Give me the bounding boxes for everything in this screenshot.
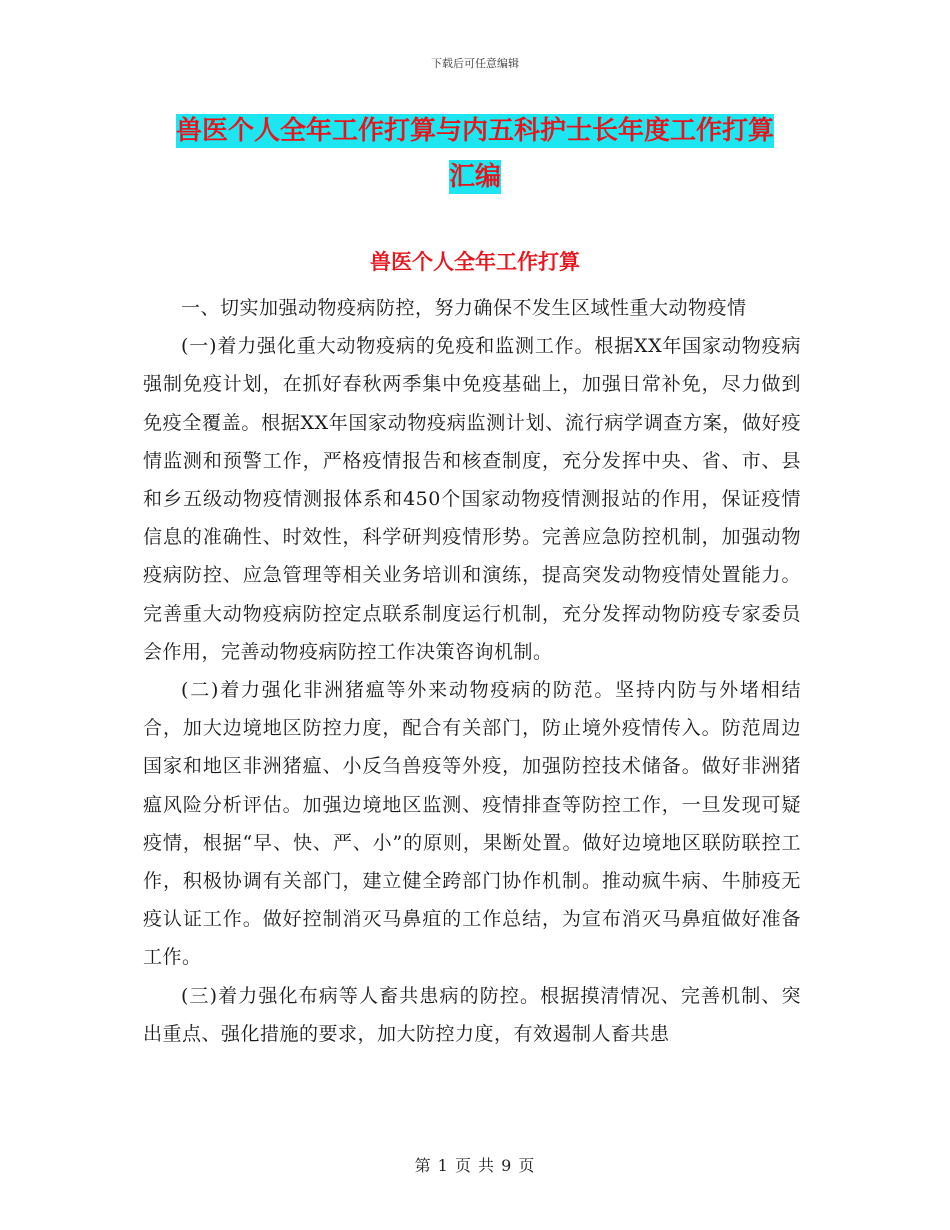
paragraph: (二)着力强化非洲猪瘟等外来动物疫病的防范。坚持内防与外堵相结合，加大边境地区防控力度，配合有关部门，防止境外疫情传入。防范周边国家和地区非洲猪瘟、小反刍兽疫等外疫，加强防控技术储备。做好非洲猪瘟风险分析评估。加强边境地区监测、疫情排查等防控工作，一旦发现可疑疫情，根据“早、快、严、小”的原则，果断处置。做好边境地区联防联控工作，积极协调有关部门，建立健全跨部门协作机制。推动疯牛病、牛肺疫无疫认证工作。做好控制消灭马鼻疽的工作总结，为宣布消灭马鼻疽做好准备工作。 bbox=[143, 679, 801, 969]
document-body bbox=[143, 289, 801, 1053]
header-note: 下载后可任意编辑 bbox=[431, 57, 519, 70]
document-title-line2: 汇编 bbox=[448, 162, 501, 192]
section-title: 兽医个人全年工作打算 bbox=[370, 250, 580, 274]
paragraph: (三)着力强化布病等人畜共患病的防控。根据摸清情况、完善机制、突出重点、强化措施的要求，加大防控力度，有效遏制人畜共患 bbox=[143, 984, 801, 1045]
document-title-line1: 兽医个人全年工作打算与内五科护士长年度工作打算 bbox=[175, 116, 774, 146]
paragraph: (一)着力强化重大动物疫病的免疫和监测工作。根据XX年国家动物疫病强制免疫计划，在抓好春秋两季集中免疫基础上，加强日常补免，尽力做到免疫全覆盖。根据XX年国家动物疫病监测计划、流行病学调查方案，做好疫情监测和预警工作，严格疫情报告和核查制度，充分发挥中央、省、市、县和乡五级动物疫情测报体系和450个国家动物疫情测报站的作用，保证疫情信息的准确性、时效性，科学研判疫情形势。完善应急防控机制，加强动物疫病防控、应急管理等相关业务培训和演练，提高突发动物疫情处置能力。完善重大动物疫病防控定点联系制度运行机制，充分发挥动物防疫专家委员会作用，完善动物疫病防控工作决策咨询机制。 bbox=[143, 335, 801, 663]
document-title bbox=[140, 108, 810, 200]
paragraph: 一、切实加强动物疫病防控，努力确保不发生区域性重大动物疫情 bbox=[181, 297, 747, 319]
page-footer: 第 1 页 共 9 页 bbox=[414, 1156, 536, 1175]
